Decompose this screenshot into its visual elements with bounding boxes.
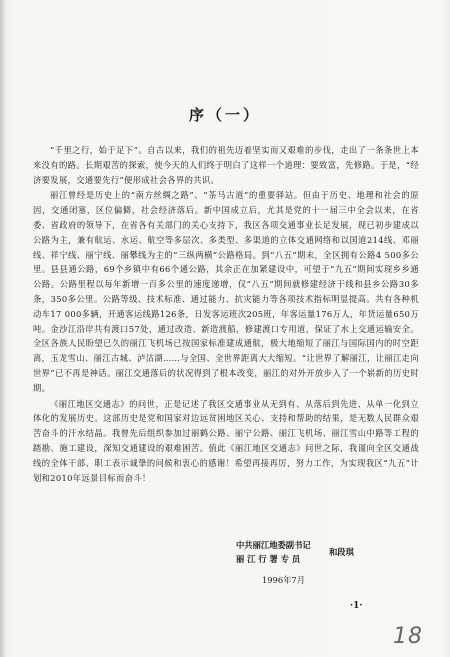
signature-title-line-1: 中共丽江地委副书记	[236, 540, 311, 550]
preface-body	[33, 143, 419, 486]
signature-title-line-2: 丽 江 行 署 专 员	[236, 553, 301, 564]
paragraph-1: “千里之行，始于足下”。自古以来，我们的祖先迈着坚实而又艰难的步伐，走出了一条条世上本来没有的路。长期艰苦的探索，使今天的人们终于明白了这样一个道理：要致富，先修路。于是，“经济要发展，交通要先行”便形成社会各界的共识。	[33, 145, 419, 185]
page-number: ·1·	[350, 601, 363, 611]
signature-name: 和段琪	[329, 547, 354, 557]
date: 1996年7月	[262, 575, 305, 585]
signature-block	[236, 539, 311, 566]
paragraph-2: 丽江曾经是历史上的“南方丝绸之路”、“茶马古道”的重要驿站。但由于历史、地理和社会的原因，交通闭塞，区位偏僻，社会经济落后。新中国成立后，尤其是党的十一届三中全会以来，在省委、省政府的领导下，在省各有关部门的关心支持下，我区各项交通事业长足发展，现已初步建成以公路为主，兼有航运、水运、航空等多层次、多类型、多渠道的立体交通网络和以国道214线、邓丽线、祥宁线、丽宁线、丽攀线为主的“三纵两横”公路格局。到“八五”期末，全区拥有公路4 500多公里。县县通公路，69个乡镇中有66个通公路，其余正在加紧建设中，可望于“九五”期间实现乡乡通公路。公路里程以每年新增一百多公里的速度递增，仅“八五”期间就修建经济干线和县乡公路30多条，350多公里。公路等级、技术标准、通过能力、抗灾能力等各项技术指标明显提高。共有各种机动车17 000多辆，开通客运线路126条，日发客运班次205班，年客运量176万人，年货运量650万吨。金沙江沿岸共有渡口57处，通过改造、新造渡船，修建渡口专用道，保证了水上交通运输安全。全区各族人民盼望已久的丽江飞机场已按国家标准建成通航，极大地缩短了丽江与国际国内的时空距离，玉龙雪山、丽江古城、泸沽湖……与全国、全世界距离大大缩短。“让世界了解丽江，让丽江走向世界”已不再是神话。丽江交通落后的状况得到了根本改变，丽江的对外开放步入了一个崭新的历史时期。	[33, 190, 419, 393]
preface-title: 序（一）	[188, 106, 261, 124]
handwritten-annotation: 18	[393, 624, 423, 649]
paragraph-3: 《丽江地区交通志》的问世，正是记述了我区交通事业从无到有、从落后到先进、从单一化到立体化的发展历史。这部历史是党和国家对边远贫困地区关心、支持和帮助的结果，是无数人民群众艰苦奋斗的汗水结晶。我曾先后组织参加过丽鹤公路、丽宁公路、丽江飞机场、丽江雪山中路等工程的踏勘、施工建设，深知交通建设的艰难困苦。值此《丽江地区交通志》问世之际，我谨向全区交通战线的全体干部、职工表示诚挚的问候和衷心的感谢！希望再接再厉，努力工作，为实现我区“九五”计划和2010年远景目标而奋斗！	[33, 398, 419, 483]
binding-shadow	[0, 0, 6, 657]
